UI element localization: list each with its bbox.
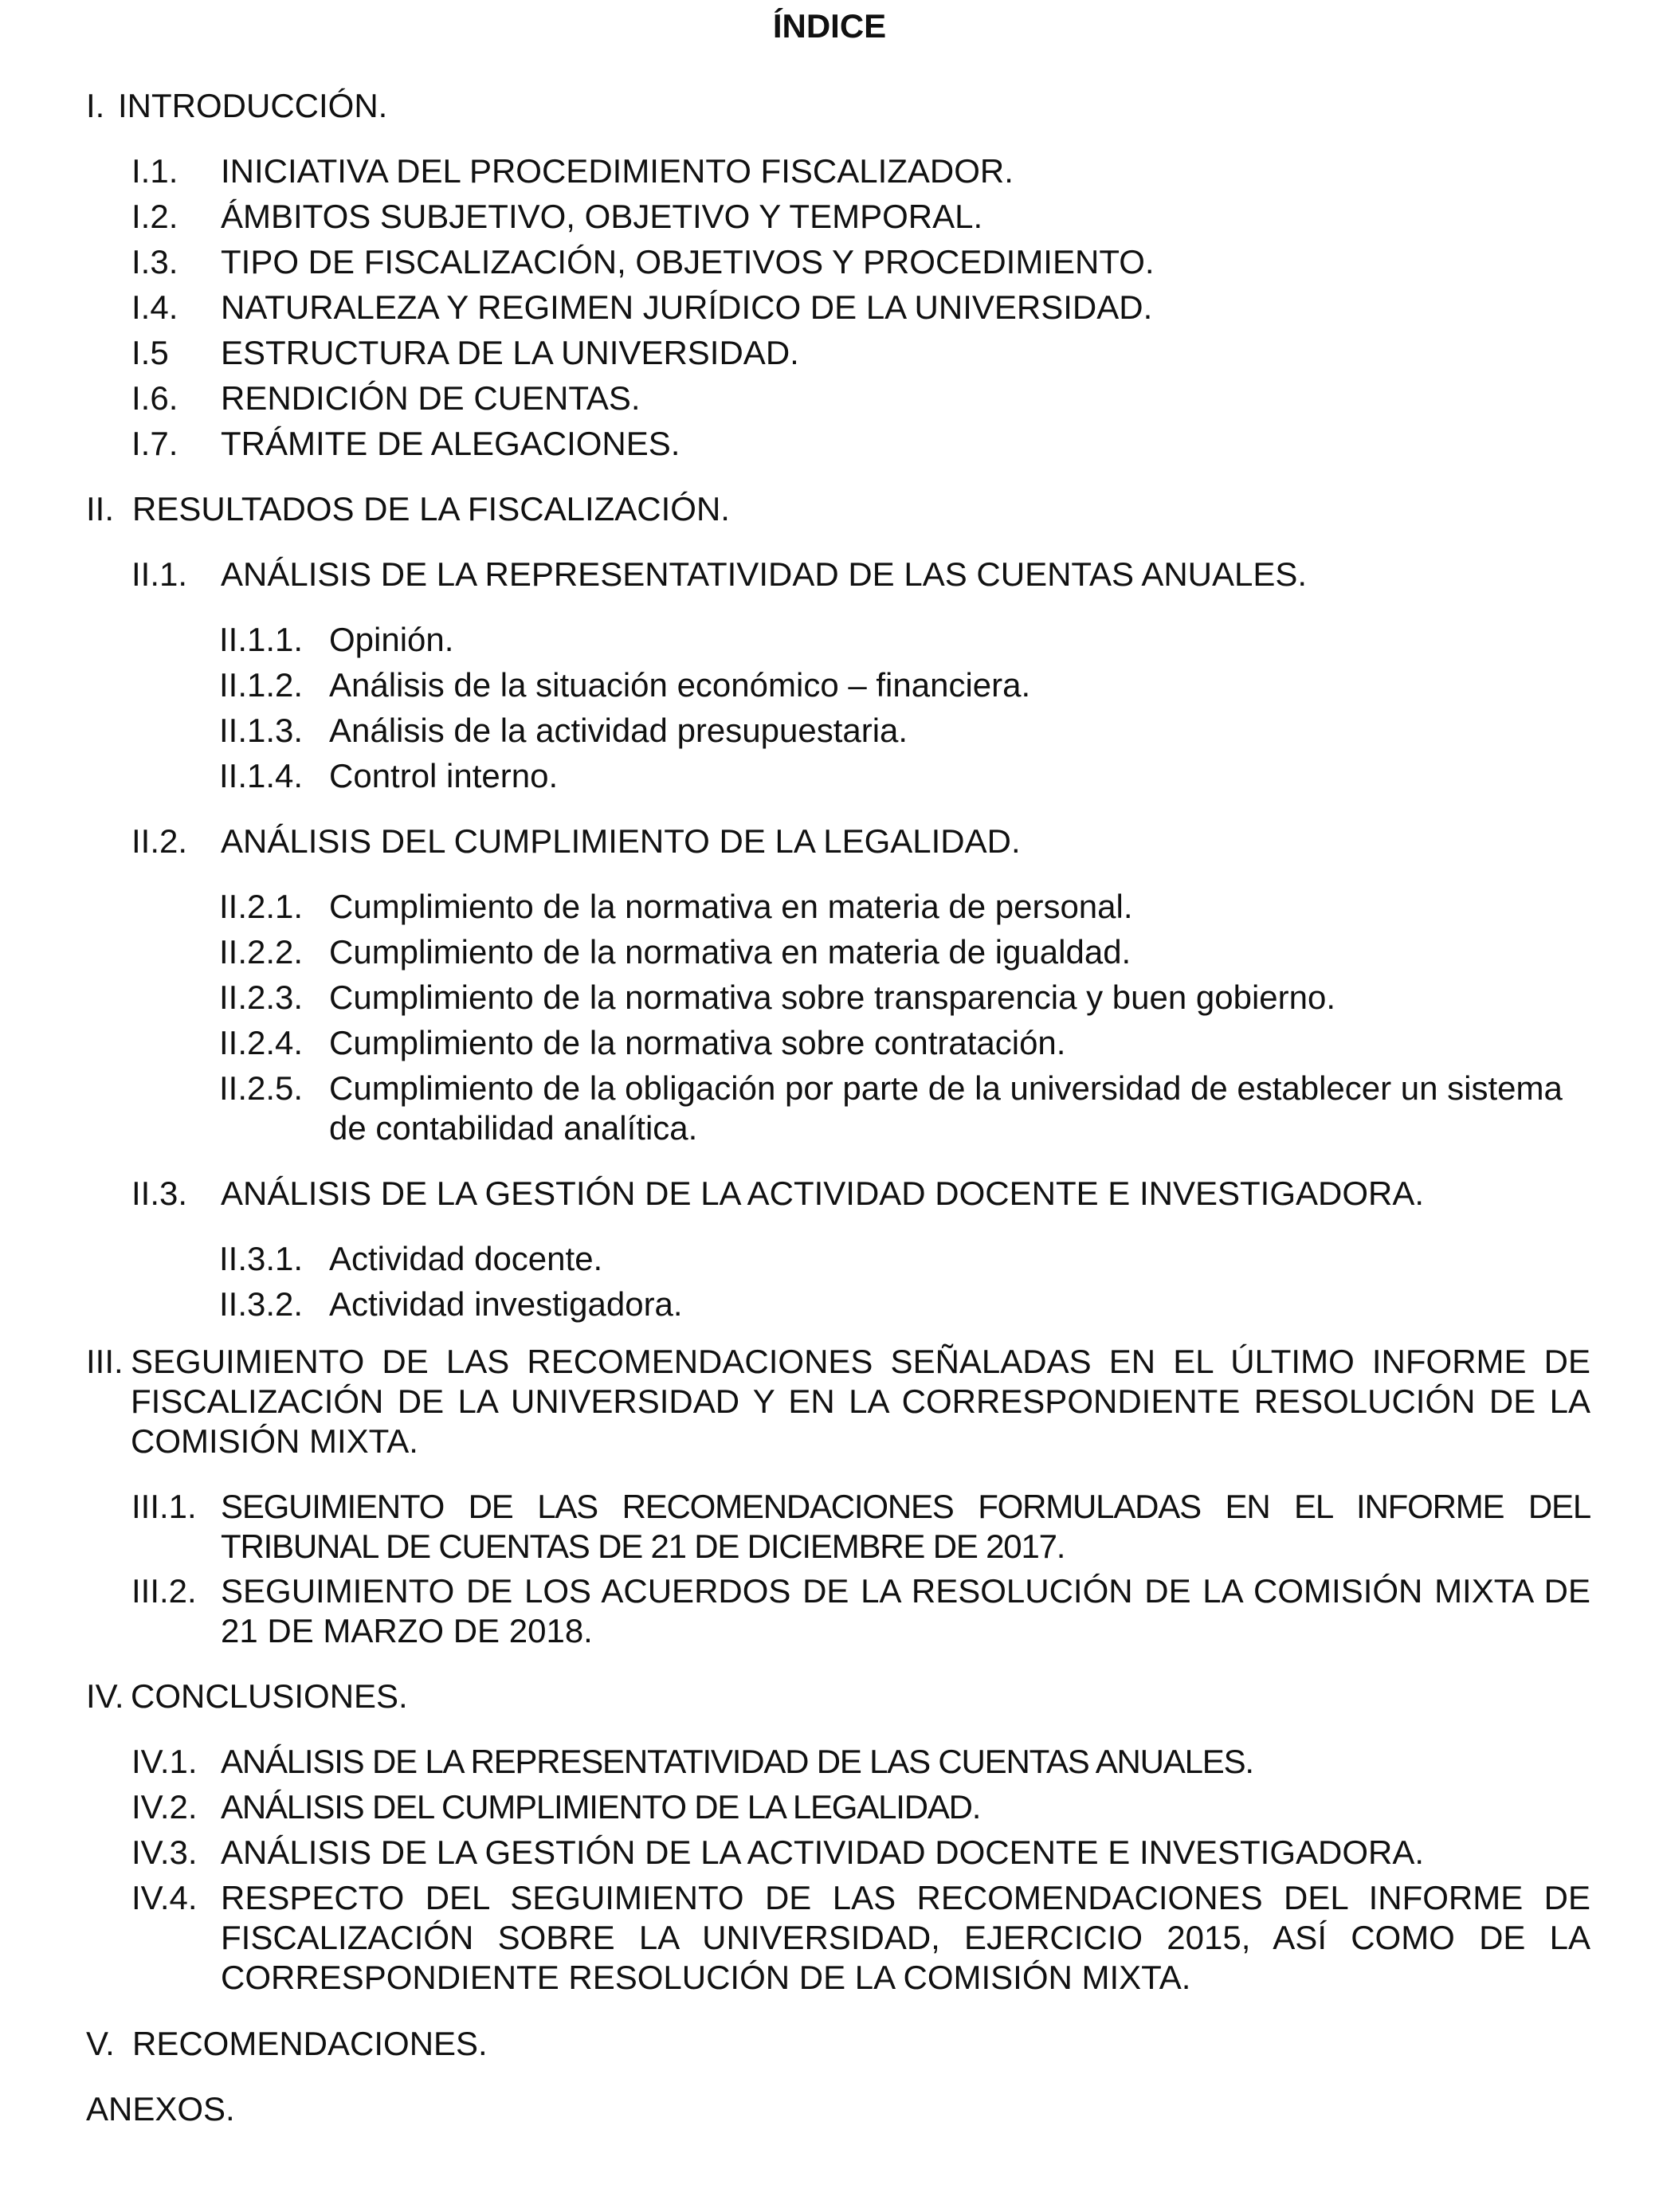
entry-text: Análisis de la actividad presupuestaria.: [329, 712, 908, 749]
entry-number: IV.4.: [131, 1879, 198, 1916]
entry-number: II.1.: [131, 555, 188, 593]
entry-number: IV.3.: [131, 1834, 198, 1871]
entry-text: ANÁLISIS DE LA GESTIÓN DE LA ACTIVIDAD DOCENTE E INVESTIGADORA.: [221, 1175, 1425, 1212]
page-title: ÍNDICE: [772, 7, 887, 45]
entry-text: Control interno.: [329, 757, 559, 794]
entry-number: III.: [86, 1343, 124, 1380]
entry-number: I.7.: [131, 425, 178, 462]
entry-number: II.2.4.: [219, 1024, 304, 1061]
entry-text: SEGUIMIENTO DE LOS ACUERDOS DE LA RESOLUCIÓN DE LA COMISIÓN MIXTA DE 21 DE MARZO DE 2018.: [221, 1572, 1590, 1649]
entry-number: V.: [86, 2025, 115, 2062]
entry-number: IV.1.: [131, 1743, 198, 1780]
toc-entry-anexos[interactable]: ANEXOS.: [86, 2090, 235, 2128]
entry-text: ANÁLISIS DE LA REPRESENTATIVIDAD DE LAS CUENTAS ANUALES.: [221, 1743, 1253, 1780]
entry-number: II.2.3.: [219, 979, 304, 1016]
entry-text: Cumplimiento de la normativa sobre contratación.: [329, 1024, 1066, 1061]
entry-number: II.2.: [131, 822, 188, 860]
entry-number: I.5: [131, 334, 169, 371]
entry-number: II.2.5.: [219, 1069, 304, 1107]
entry-text: SEGUIMIENTO DE LAS RECOMENDACIONES SEÑALADAS EN EL ÚLTIMO INFORME DE FISCALIZACIÓN DE LA UNIVERSIDAD Y EN LA CORRESPONDIENTE RESOLUCIÓN DE LA COMISIÓN MIXTA.: [131, 1343, 1590, 1460]
entry-text: Cumplimiento de la normativa sobre transparencia y buen gobierno.: [329, 979, 1336, 1016]
entry-text: ANÁLISIS DEL CUMPLIMIENTO DE LA LEGALIDAD.: [221, 1788, 981, 1826]
entry-number: II.1.2.: [219, 666, 304, 704]
entry-text: Cumplimiento de la normativa en materia de igualdad.: [329, 933, 1131, 971]
entry-text: ANÁLISIS DE LA REPRESENTATIVIDAD DE LAS CUENTAS ANUALES.: [221, 555, 1308, 593]
entry-text: Actividad docente.: [329, 1240, 603, 1277]
entry-text: RECOMENDACIONES.: [132, 2025, 488, 2062]
entry-number: IV.: [86, 1677, 124, 1715]
entry-text: Cumplimiento de la normativa en materia de personal.: [329, 888, 1133, 925]
entry-text: TRÁMITE DE ALEGACIONES.: [221, 425, 680, 462]
entry-number: II.1.3.: [219, 712, 304, 749]
entry-text: Opinión.: [329, 621, 454, 658]
entry-text: ANÁLISIS DEL CUMPLIMIENTO DE LA LEGALIDAD.: [221, 822, 1021, 860]
entry-text: Cumplimiento de la obligación por parte de la universidad de establecer un sistema de contabilidad analítica.: [329, 1069, 1563, 1147]
entry-number: II.3.: [131, 1175, 188, 1212]
entry-number: II.: [86, 490, 115, 528]
entry-text: ANÁLISIS DE LA GESTIÓN DE LA ACTIVIDAD DOCENTE E INVESTIGADORA.: [221, 1834, 1425, 1871]
entry-number: II.1.1.: [219, 621, 304, 658]
entry-number: I.3.: [131, 243, 178, 280]
entry-text: CONCLUSIONES.: [131, 1677, 408, 1715]
entry-number: III.1.: [131, 1488, 197, 1525]
entry-number: II.2.1.: [219, 888, 304, 925]
entry-text: Actividad investigadora.: [329, 1285, 683, 1323]
entry-text: SEGUIMIENTO DE LAS RECOMENDACIONES FORMULADAS EN EL INFORME DEL TRIBUNAL DE CUENTAS DE 21 DE DICIEMBRE DE 2017.: [221, 1488, 1590, 1565]
entry-number: II.3.2.: [219, 1285, 304, 1323]
entry-text: RESPECTO DEL SEGUIMIENTO DE LAS RECOMENDACIONES DEL INFORME DE FISCALIZACIÓN SOBRE LA UNIVERSIDAD, EJERCICIO 2015, ASÍ COMO DE LA CORRESPONDIENTE RESOLUCIÓN DE LA COMISIÓN MIXTA.: [221, 1879, 1590, 1996]
entry-text: ÁMBITOS SUBJETIVO, OBJETIVO Y TEMPORAL.: [221, 198, 983, 235]
entry-number: II.1.4.: [219, 757, 304, 794]
entry-text: INICIATIVA DEL PROCEDIMIENTO FISCALIZADOR.: [221, 152, 1014, 190]
entry-text: INTRODUCCIÓN.: [118, 87, 388, 124]
entry-text: TIPO DE FISCALIZACIÓN, OBJETIVOS Y PROCEDIMIENTO.: [221, 243, 1155, 280]
entry-text: RENDICIÓN DE CUENTAS.: [221, 379, 641, 417]
entry-number: I.: [86, 87, 105, 124]
entry-number: IV.2.: [131, 1788, 198, 1826]
entry-text: NATURALEZA Y REGIMEN JURÍDICO DE LA UNIVERSIDAD.: [221, 288, 1153, 326]
entry-number: II.2.2.: [219, 933, 304, 971]
entry-text: RESULTADOS DE LA FISCALIZACIÓN.: [132, 490, 730, 528]
entry-number: II.3.1.: [219, 1240, 304, 1277]
entry-number: I.1.: [131, 152, 178, 190]
entry-number: III.2.: [131, 1572, 197, 1610]
entry-number: I.6.: [131, 379, 178, 417]
entry-text: Análisis de la situación económico – financiera.: [329, 666, 1031, 704]
entry-number: I.4.: [131, 288, 178, 326]
entry-text: ESTRUCTURA DE LA UNIVERSIDAD.: [221, 334, 799, 371]
entry-number: I.2.: [131, 198, 178, 235]
